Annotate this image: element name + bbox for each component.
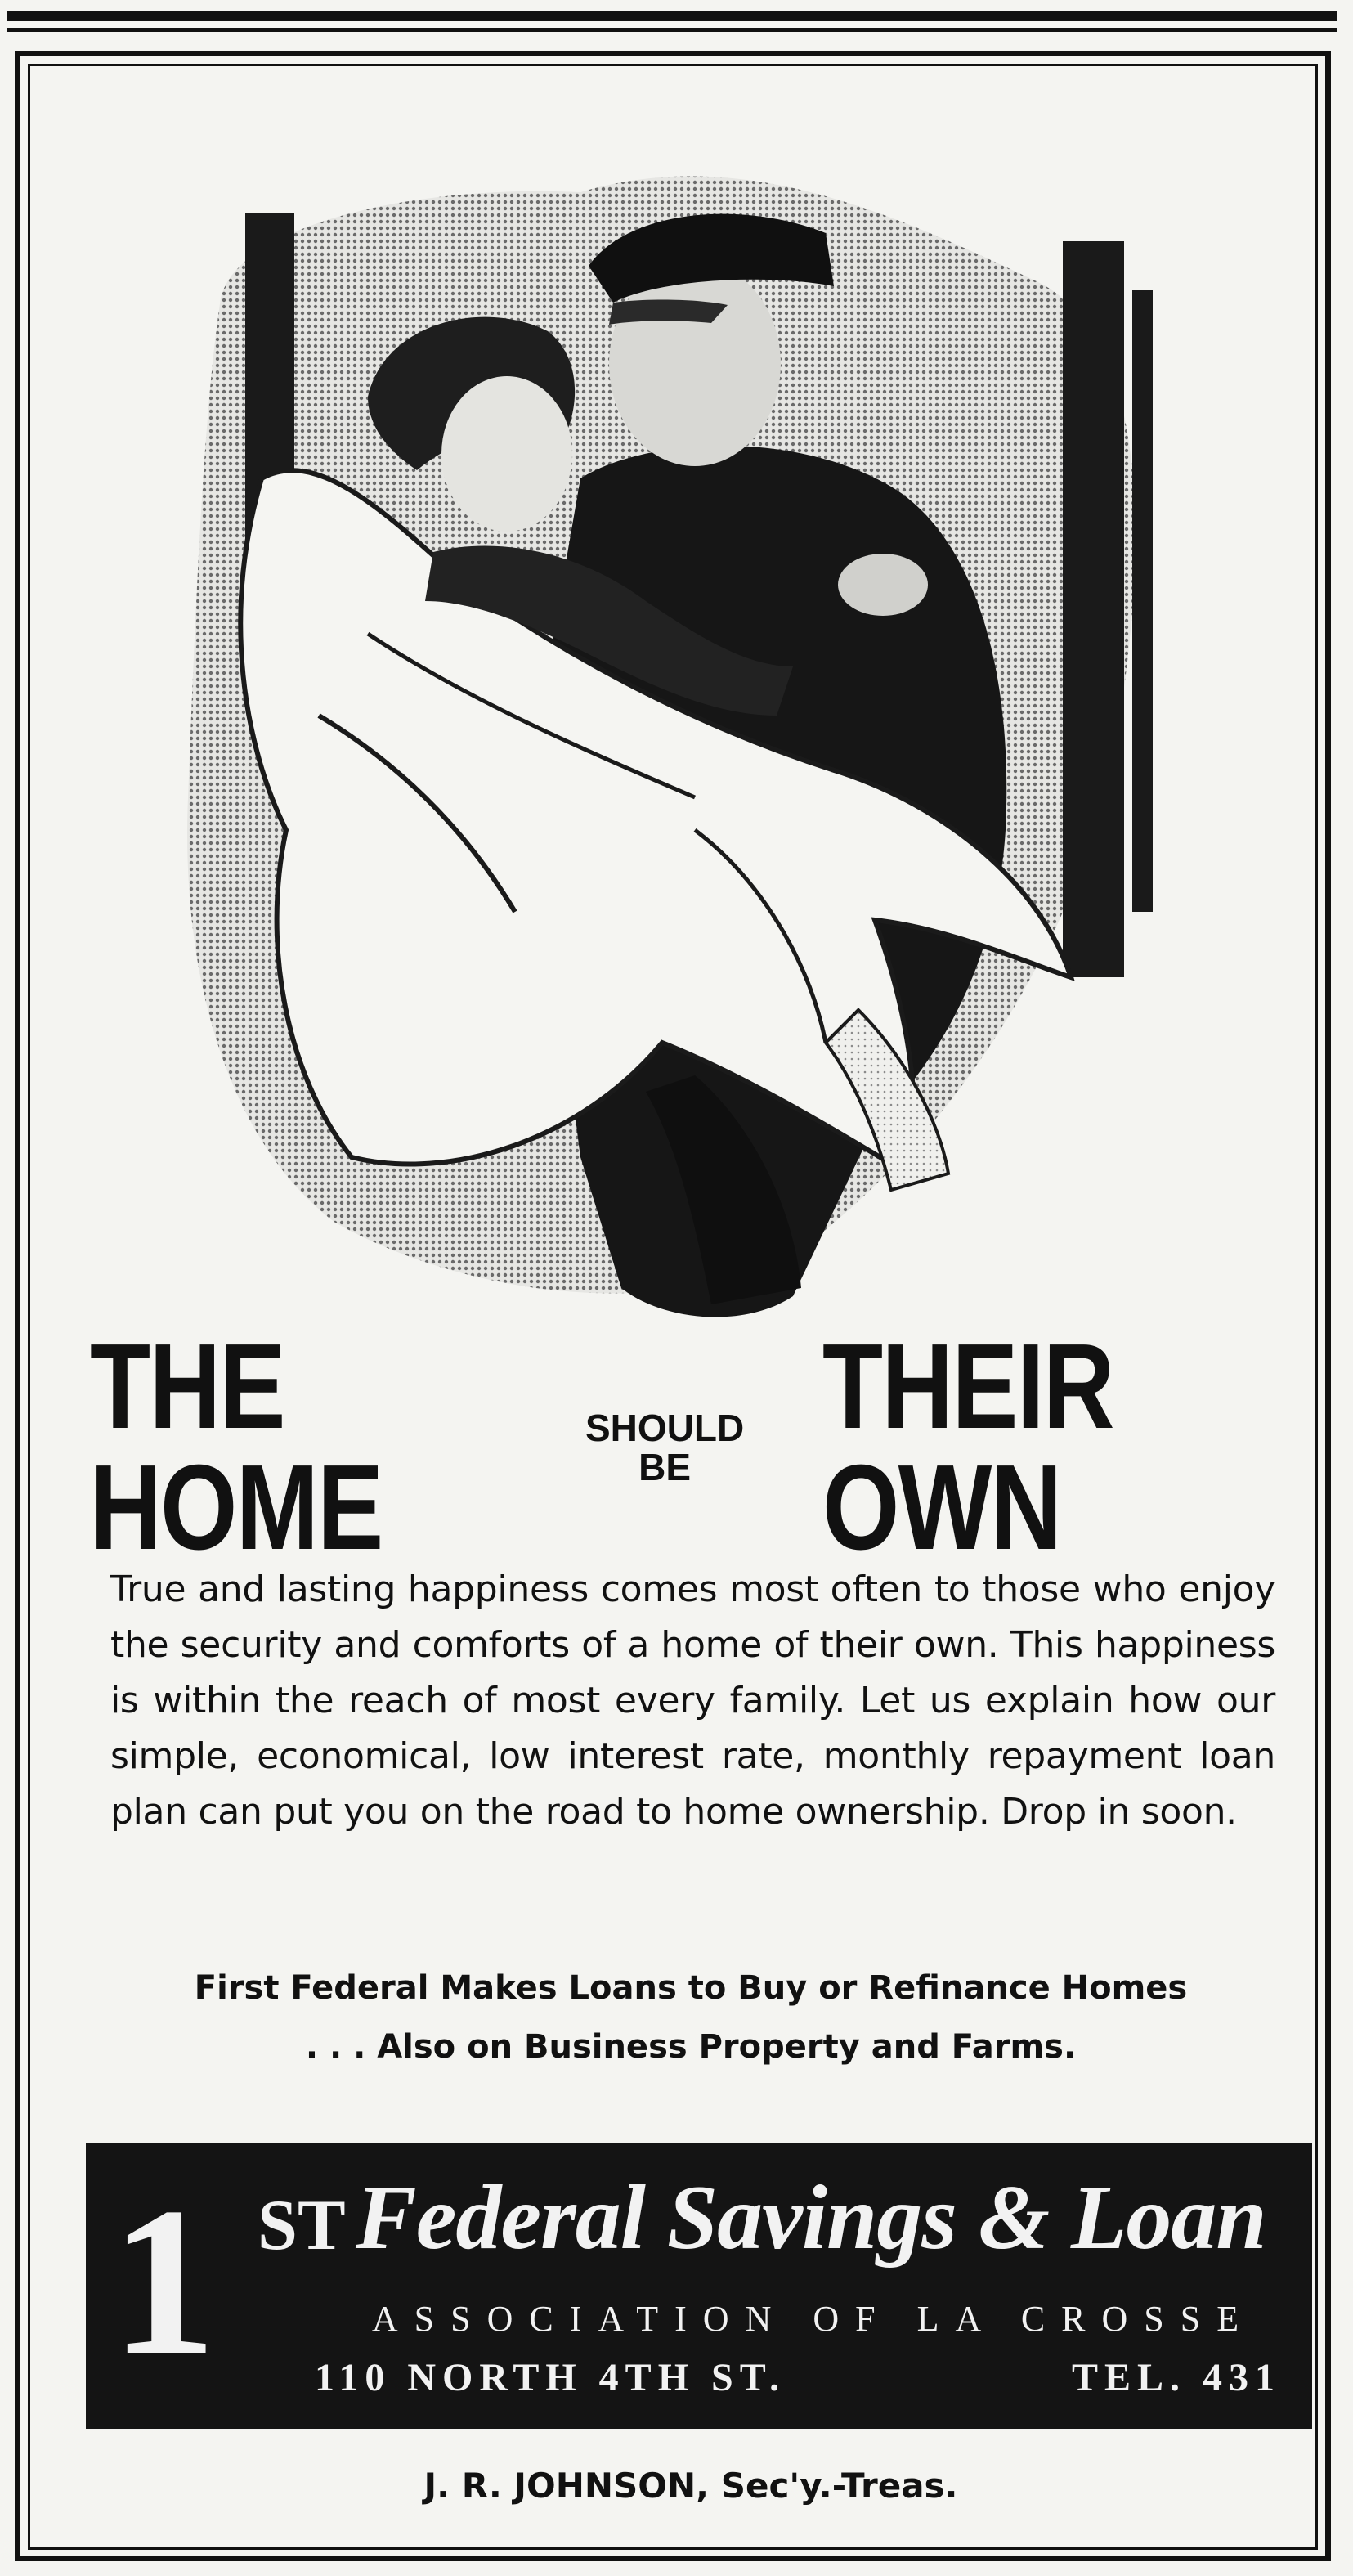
- bank-name: Federal Savings & Loan: [356, 2167, 1266, 2269]
- headline-connector-bottom: BE: [638, 1446, 692, 1488]
- headline-connector: [585, 1408, 744, 1488]
- door-frame-right: [1063, 241, 1124, 977]
- bank-address: 110 NORTH 4TH ST.: [315, 2356, 786, 2399]
- body-copy: True and lasting happiness comes most often to those who enjoy the security and comforts of a home of their own. This happiness is within the reach of most every family. Let us explain how our simple, economical, low interest rate, monthly repayment loan plan can put you on the road to home ownership. Drop in soon.: [110, 1568, 1275, 1833]
- bank-telephone: TEL. 431: [1071, 2356, 1281, 2399]
- headline-left: THE HOME: [90, 1319, 383, 1575]
- bank-number: 1: [110, 2164, 217, 2399]
- headline-right: THEIR OWN: [822, 1319, 1114, 1575]
- man-hand: [838, 554, 928, 616]
- woman-face: [441, 376, 572, 532]
- bank-association: ASSOCIATION OF LA CROSSE: [371, 2299, 1256, 2339]
- bank-ordinal: ST: [258, 2186, 346, 2265]
- promo-line-2: . . . Also on Business Property and Farms.: [305, 2028, 1077, 2066]
- headline-connector-top: SHOULD: [585, 1406, 745, 1449]
- headline: [90, 1319, 1292, 1575]
- bank-logo-box: [86, 2143, 1312, 2429]
- top-rule: [7, 11, 1337, 21]
- loan-promo: [90, 1959, 1292, 2076]
- top-rule-thin: [7, 28, 1337, 32]
- couple-illustration: [123, 94, 1251, 1337]
- promo-line-1: First Federal Makes Loans to Buy or Refinance Homes: [194, 1969, 1188, 2007]
- officer-signature: J. R. JOHNSON, Sec'y.-Treas.: [423, 2466, 958, 2506]
